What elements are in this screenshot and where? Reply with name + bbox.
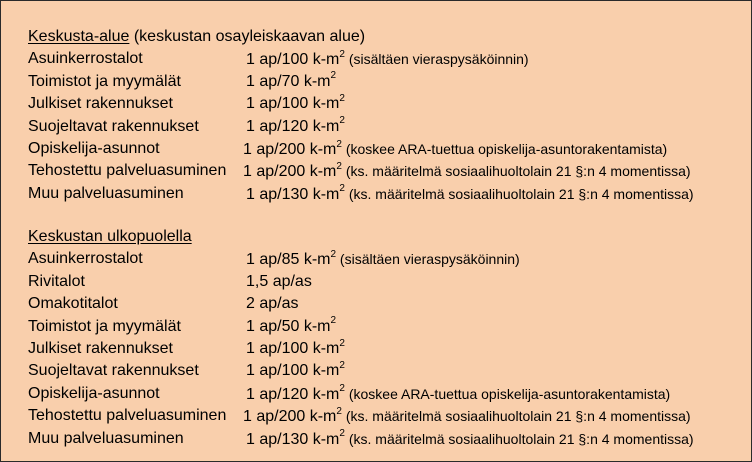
unit-superscript: 2	[339, 428, 345, 440]
building-type-label: Suojeltavat rakennukset	[28, 117, 199, 135]
unit-superscript: 2	[336, 138, 342, 150]
section-ulkopuolella	[28, 226, 748, 450]
requirement-note: (sisältäen vieraspysäköinnin)	[344, 51, 529, 68]
parking-rule-row	[28, 316, 748, 338]
unit-superscript: 2	[330, 70, 337, 82]
requirement-text: 1 ap/200 k-m	[243, 163, 337, 181]
requirement-text: 1 ap/100 k-m	[246, 339, 340, 357]
parking-rule-row	[28, 160, 748, 182]
requirement-text: 1 ap/200 k-m	[243, 140, 337, 158]
requirement-note: (koskee ARA-tuettua opiskelija-asuntorakentamista)	[341, 140, 668, 157]
parking-requirement-value	[246, 116, 345, 138]
requirement-text: 1,5 ap/as	[246, 272, 312, 290]
requirement-note: (ks. määritelmä sosiaalihuoltolain 21 §:n 4 momentissa)	[341, 163, 691, 180]
parking-requirement-value	[246, 93, 345, 115]
section-keskusta	[28, 26, 748, 205]
parking-requirement-value	[246, 383, 670, 406]
parking-rule-row	[28, 293, 748, 315]
building-type-label: Julkiset rakennukset	[28, 95, 173, 113]
building-type-label: Omakotitalot	[28, 295, 118, 313]
parking-requirement-value	[243, 138, 667, 161]
unit-superscript: 2	[339, 92, 345, 104]
parking-requirement-value	[246, 183, 694, 206]
parking-requirement-value	[246, 271, 312, 293]
requirement-text: 1 ap/85 k-m	[246, 251, 331, 269]
requirement-text: 2 ap/as	[246, 295, 299, 313]
unit-superscript: 2	[339, 49, 345, 61]
building-type-label: Asuinkerrostalot	[28, 50, 143, 68]
parking-rule-list	[28, 48, 748, 205]
requirement-text: 1 ap/50 k-m	[246, 317, 331, 335]
parking-requirement-value	[246, 248, 520, 271]
parking-requirement-value	[246, 71, 336, 93]
building-type-label: Tehostettu palveluasuminen	[28, 407, 227, 425]
building-type-label: Toimistot ja myymälät	[28, 72, 181, 90]
requirement-text: 1 ap/120 k-m	[246, 385, 340, 403]
parking-rule-row	[28, 93, 748, 115]
parking-rule-row	[28, 138, 748, 160]
building-type-label: Toimistot ja myymälät	[28, 317, 181, 335]
building-type-label: Opiskelija-asunnot	[28, 384, 160, 402]
parking-rule-row	[28, 271, 748, 293]
requirement-note: (ks. määritelmä sosiaalihuoltolain 21 §:n 4 momentissa)	[344, 185, 694, 202]
requirement-text: 1 ap/70 k-m	[246, 72, 331, 90]
parking-rule-row	[28, 383, 748, 405]
parking-rule-row	[28, 116, 748, 138]
section-heading	[28, 26, 748, 48]
unit-superscript: 2	[339, 183, 345, 195]
requirement-text: 1 ap/120 k-m	[246, 117, 340, 135]
requirement-text: 1 ap/100 k-m	[246, 362, 340, 380]
unit-superscript: 2	[336, 161, 342, 173]
requirement-text: 1 ap/200 k-m	[243, 408, 337, 426]
requirement-note: (sisältäen vieraspysäköinnin)	[336, 251, 520, 268]
requirement-text: 1 ap/130 k-m	[246, 185, 340, 203]
parking-requirement-value	[246, 360, 345, 382]
section-heading	[28, 226, 748, 248]
building-type-label: Muu palveluasuminen	[28, 184, 184, 202]
unit-superscript: 2	[330, 249, 337, 261]
parking-rule-row	[28, 405, 748, 427]
building-type-label: Rivitalot	[28, 272, 85, 290]
unit-superscript: 2	[330, 315, 337, 327]
unit-superscript: 2	[336, 405, 342, 417]
section-title: Keskustan ulkopuolella	[28, 228, 192, 245]
requirement-text: 1 ap/100 k-m	[246, 51, 340, 69]
parking-rule-row	[28, 183, 748, 205]
parking-rule-row	[28, 71, 748, 93]
unit-superscript: 2	[339, 360, 345, 372]
parking-requirement-value	[246, 338, 345, 360]
parking-rule-row	[28, 248, 748, 270]
parking-rule-row	[28, 360, 748, 382]
parking-requirement-value	[246, 293, 298, 315]
building-type-label: Suojeltavat rakennukset	[28, 362, 199, 380]
parking-requirement-value	[246, 428, 694, 451]
parking-requirement-value	[243, 160, 691, 183]
building-type-label: Muu palveluasuminen	[28, 429, 184, 447]
building-type-label: Asuinkerrostalot	[28, 250, 143, 268]
building-type-label: Opiskelija-asunnot	[28, 139, 160, 157]
parking-rule-list	[28, 248, 748, 450]
building-type-label: Tehostettu palveluasuminen	[28, 162, 227, 180]
requirement-note: (ks. määritelmä sosiaalihuoltolain 21 §:n 4 momentissa)	[341, 408, 691, 425]
parking-requirement-value	[243, 405, 691, 428]
section-title: Keskusta-alue	[28, 28, 130, 45]
section-subtitle: (keskustan osayleiskaavan alue)	[129, 28, 366, 45]
parking-rule-row	[28, 428, 748, 450]
building-type-label: Julkiset rakennukset	[28, 339, 173, 357]
requirement-text: 1 ap/130 k-m	[246, 430, 340, 448]
parking-rule-row	[28, 338, 748, 360]
requirement-note: (koskee ARA-tuettua opiskelija-asuntorakentamista)	[344, 385, 671, 402]
unit-superscript: 2	[339, 383, 345, 395]
parking-rule-row	[28, 48, 748, 70]
requirement-text: 1 ap/100 k-m	[246, 95, 340, 113]
unit-superscript: 2	[339, 337, 345, 349]
parking-requirement-value	[246, 48, 529, 71]
requirement-note: (ks. määritelmä sosiaalihuoltolain 21 §:n 4 momentissa)	[344, 430, 694, 447]
unit-superscript: 2	[339, 115, 345, 127]
parking-requirement-value	[246, 316, 336, 338]
